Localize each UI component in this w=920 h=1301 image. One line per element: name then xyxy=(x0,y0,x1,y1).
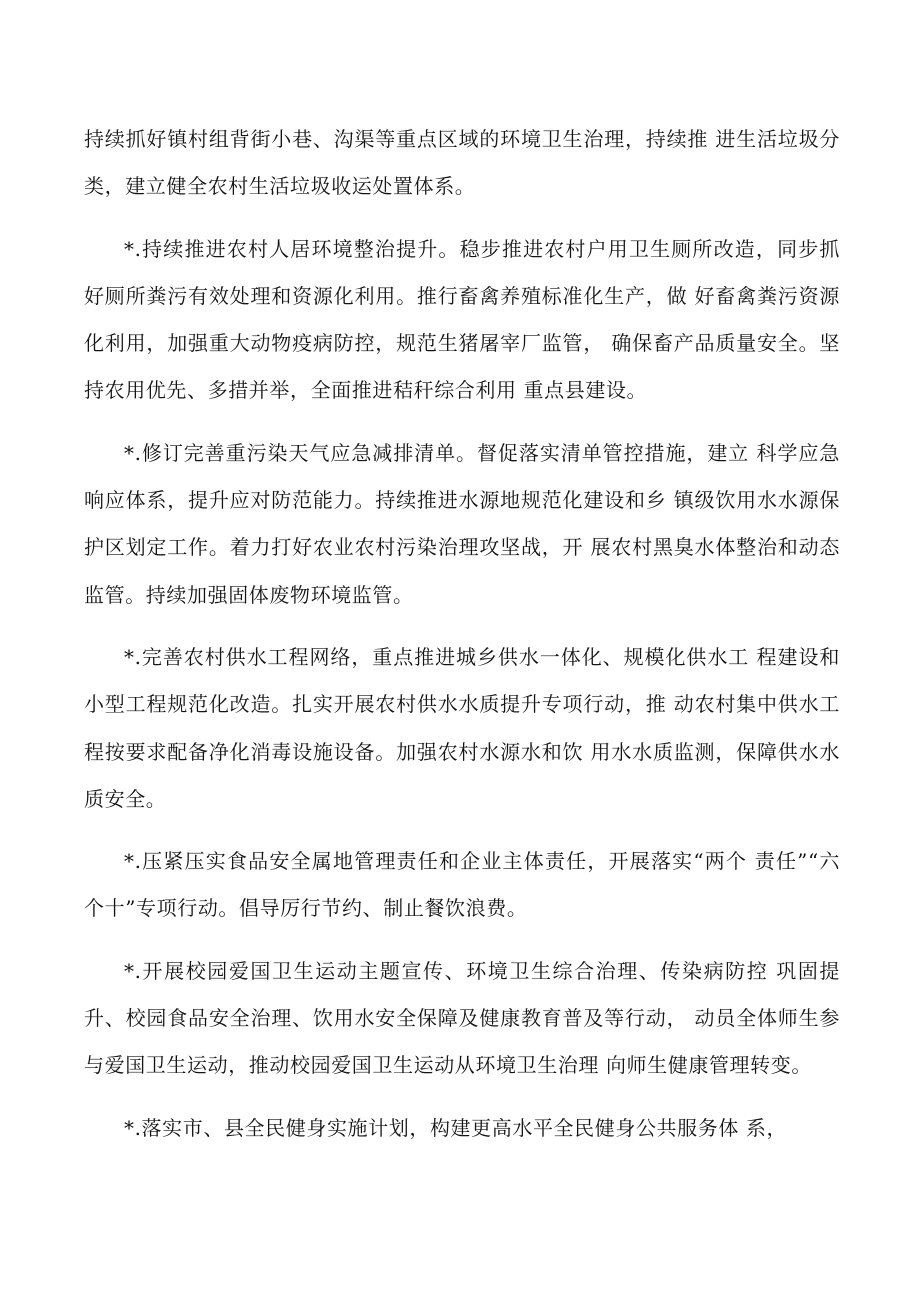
paragraph-2: *.持续推进农村人居环境整治提升。稳步推进农村户用卫生厕所改造，同步抓好厕所粪污有效处理和资源化利用。推行畜禽养殖标准化生产，做 好畜禽粪污资源化利用，加强重大动物疫病防控，规范生猪屠宰厂监管， 确保畜产品质量安全。坚持农用优先、多措并举，全面推进秸秆综合利用 重点县建设。 xyxy=(84,236,840,403)
paragraph-1: 持续抓好镇村组背街小巷、沟渠等重点区域的环境卫生治理，持续推 进生活垃圾分类，建立健全农村生活垃圾收运处置体系。 xyxy=(84,127,840,199)
document-body xyxy=(84,116,840,1167)
paragraph-3: *.修订完善重污染天气应急减排清单。督促落实清单管控措施，建立 科学应急响应体系，提升应对防范能力。持续推进水源地规范化建设和乡 镇级饮用水水源保护区划定工作。着力打好农业农村污染治理攻坚战，开 展农村黑臭水体整治和动态监管。持续加强固体废物环境监管。 xyxy=(84,440,840,607)
paragraph-7: *.落实市、县全民健身实施计划，构建更高水平全民健身公共服务体 系， xyxy=(124,1115,788,1140)
paragraph-4: *.完善农村供水工程网络，重点推进城乡供水一体化、规模化供水工 程建设和小型工程规范化改造。扎实开展农村供水水质提升专项行动，推 动农村集中供水工程按要求配备净化消毒设施设备。加强农村水源水和饮 用水水质监测，保障供水水质安全。 xyxy=(84,644,840,811)
paragraph-6: *.开展校园爱国卫生运动主题宣传、环境卫生综合治理、传染病防控 巩固提升、校园食品安全治理、饮用水安全保障及健康教育普及等行动， 动员全体师生参与爱国卫生运动，推动校园爱国卫生运动从环境卫生治理 向师生健康管理转变。 xyxy=(84,958,840,1078)
paragraph-5: *.压紧压实食品安全属地管理责任和企业主体责任，开展落实“两个 责任”“六个十”专项行动。倡导厉行节约、制止餐饮浪费。 xyxy=(84,849,840,921)
